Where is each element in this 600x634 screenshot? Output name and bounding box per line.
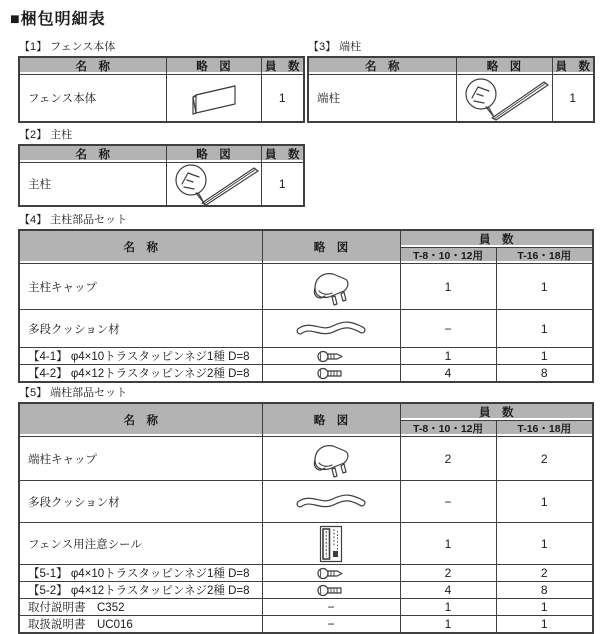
col-header-qty: 員 数 xyxy=(261,57,304,75)
table-row xyxy=(19,162,304,206)
part-qty: 1 xyxy=(496,599,593,616)
part-qty: 1 xyxy=(496,523,593,565)
part-name: 取扱説明書 UC016 xyxy=(19,616,262,634)
col-header-name: 名 称 xyxy=(308,57,456,75)
col-header-qty: 員 数 xyxy=(261,145,304,163)
table-row xyxy=(19,616,593,634)
part-name: 【5-1】 φ4×10トラスタッピンネジ1種 D=8 xyxy=(19,565,262,582)
part-qty: 8 xyxy=(496,582,593,599)
section-1-label: 【1】 フェンス本体 xyxy=(19,41,116,53)
part-name: 多段クッション材 xyxy=(19,310,262,348)
part-name: 【4-2】 φ4×12トラスタッピンネジ2種 D=8 xyxy=(19,365,262,383)
table-end-post-parts xyxy=(18,402,594,634)
section-3-label: 【3】 端柱 xyxy=(308,41,362,53)
no-sketch-dash: − xyxy=(262,599,400,616)
part-qty: 1 xyxy=(400,616,496,634)
table-row xyxy=(19,582,593,599)
page-title: ■梱包明細表 xyxy=(10,11,106,28)
screw-type1-sketch xyxy=(316,350,346,363)
col-header-sketch: 略 図 xyxy=(166,57,261,75)
part-qty: 1 xyxy=(552,75,594,122)
part-name: 多段クッション材 xyxy=(19,481,262,523)
part-name: 【5-2】 φ4×12トラスタッピンネジ2種 D=8 xyxy=(19,582,262,599)
part-qty: 1 xyxy=(496,616,593,634)
section-5 xyxy=(18,387,592,634)
part-qty: 4 xyxy=(400,582,496,599)
screw-type1-sketch xyxy=(316,567,346,580)
col-header-name: 名 称 xyxy=(19,57,166,75)
table-row xyxy=(19,264,593,310)
part-name: フェンス用注意シール xyxy=(19,523,262,565)
no-sketch-dash: − xyxy=(262,616,400,634)
col-header-qty-t8-10-12: T-8・10・12用 xyxy=(400,248,496,264)
table-main-post-parts xyxy=(18,229,594,383)
part-qty: 2 xyxy=(496,565,593,582)
part-qty: 4 xyxy=(400,365,496,383)
col-header-qty-t8-10-12: T-8・10・12用 xyxy=(400,421,496,437)
table-row xyxy=(19,348,593,365)
cushion-sketch xyxy=(295,494,367,510)
table-row xyxy=(19,75,304,122)
col-header-name: 名 称 xyxy=(19,403,262,437)
col-header-sketch: 略 図 xyxy=(166,145,261,163)
post-sketch xyxy=(168,163,260,205)
col-header-qty-t16-18: T-16・18用 xyxy=(496,248,593,264)
screw-type2-sketch xyxy=(316,584,346,597)
section-5-label: 【5】 端柱部品セット xyxy=(19,387,128,399)
part-qty: 1 xyxy=(496,310,593,348)
col-header-sketch: 略 図 xyxy=(456,57,552,75)
table-row xyxy=(19,365,593,383)
part-name: フェンス本体 xyxy=(19,75,166,122)
section-4 xyxy=(18,214,592,383)
table-fence-body xyxy=(18,56,305,123)
cushion-sketch xyxy=(295,321,367,337)
col-header-qty: 員 数 xyxy=(552,57,594,75)
part-qty: 1 xyxy=(496,481,593,523)
part-qty: 1 xyxy=(261,162,304,206)
caution-sticker-sketch xyxy=(319,525,343,563)
screw-type2-sketch xyxy=(316,367,346,380)
table-row xyxy=(308,75,594,122)
part-qty: 1 xyxy=(261,75,304,122)
part-qty: 1 xyxy=(496,348,593,365)
section-2-label: 【2】 主柱 xyxy=(19,128,73,141)
table-main-post xyxy=(18,144,305,208)
part-qty: 2 xyxy=(400,437,496,481)
col-header-name: 名 称 xyxy=(19,230,262,264)
table-row xyxy=(19,310,593,348)
col-header-qty-group: 員 数 xyxy=(400,403,593,421)
col-header-sketch: 略 図 xyxy=(262,403,400,437)
table-row xyxy=(19,599,593,616)
part-qty: 1 xyxy=(400,264,496,310)
part-qty: 2 xyxy=(496,437,593,481)
section-1 xyxy=(18,41,303,123)
table-row xyxy=(19,565,593,582)
part-name: 主柱 xyxy=(19,162,166,206)
part-qty: − xyxy=(400,481,496,523)
part-qty: 1 xyxy=(400,348,496,365)
post-sketch xyxy=(458,76,550,120)
table-end-post xyxy=(307,56,595,123)
part-qty: 1 xyxy=(496,264,593,310)
col-header-name: 名 称 xyxy=(19,145,166,163)
table-row xyxy=(19,437,593,481)
table-row xyxy=(19,481,593,523)
part-name: 端柱 xyxy=(308,75,456,122)
part-name: 【4-1】 φ4×10トラスタッピンネジ1種 D=8 xyxy=(19,348,262,365)
part-name: 主柱キャップ xyxy=(19,264,262,310)
col-header-qty-group: 員 数 xyxy=(400,230,593,248)
part-name: 端柱キャップ xyxy=(19,437,262,481)
part-qty: 1 xyxy=(400,599,496,616)
cap-sketch xyxy=(306,267,356,307)
col-header-sketch: 略 図 xyxy=(262,230,400,264)
cap-sketch xyxy=(306,439,356,479)
fence-panel-sketch xyxy=(179,78,249,118)
col-header-qty-t16-18: T-16・18用 xyxy=(496,421,593,437)
part-qty: 8 xyxy=(496,365,593,383)
section-2 xyxy=(18,129,303,208)
part-qty: − xyxy=(400,310,496,348)
part-qty: 1 xyxy=(400,523,496,565)
part-name: 取付説明書 C352 xyxy=(19,599,262,616)
packing-detail-page xyxy=(0,6,600,631)
section-4-label: 【4】 主柱部品セット xyxy=(19,214,128,226)
part-qty: 2 xyxy=(400,565,496,582)
table-row xyxy=(19,523,593,565)
section-3 xyxy=(307,41,593,123)
